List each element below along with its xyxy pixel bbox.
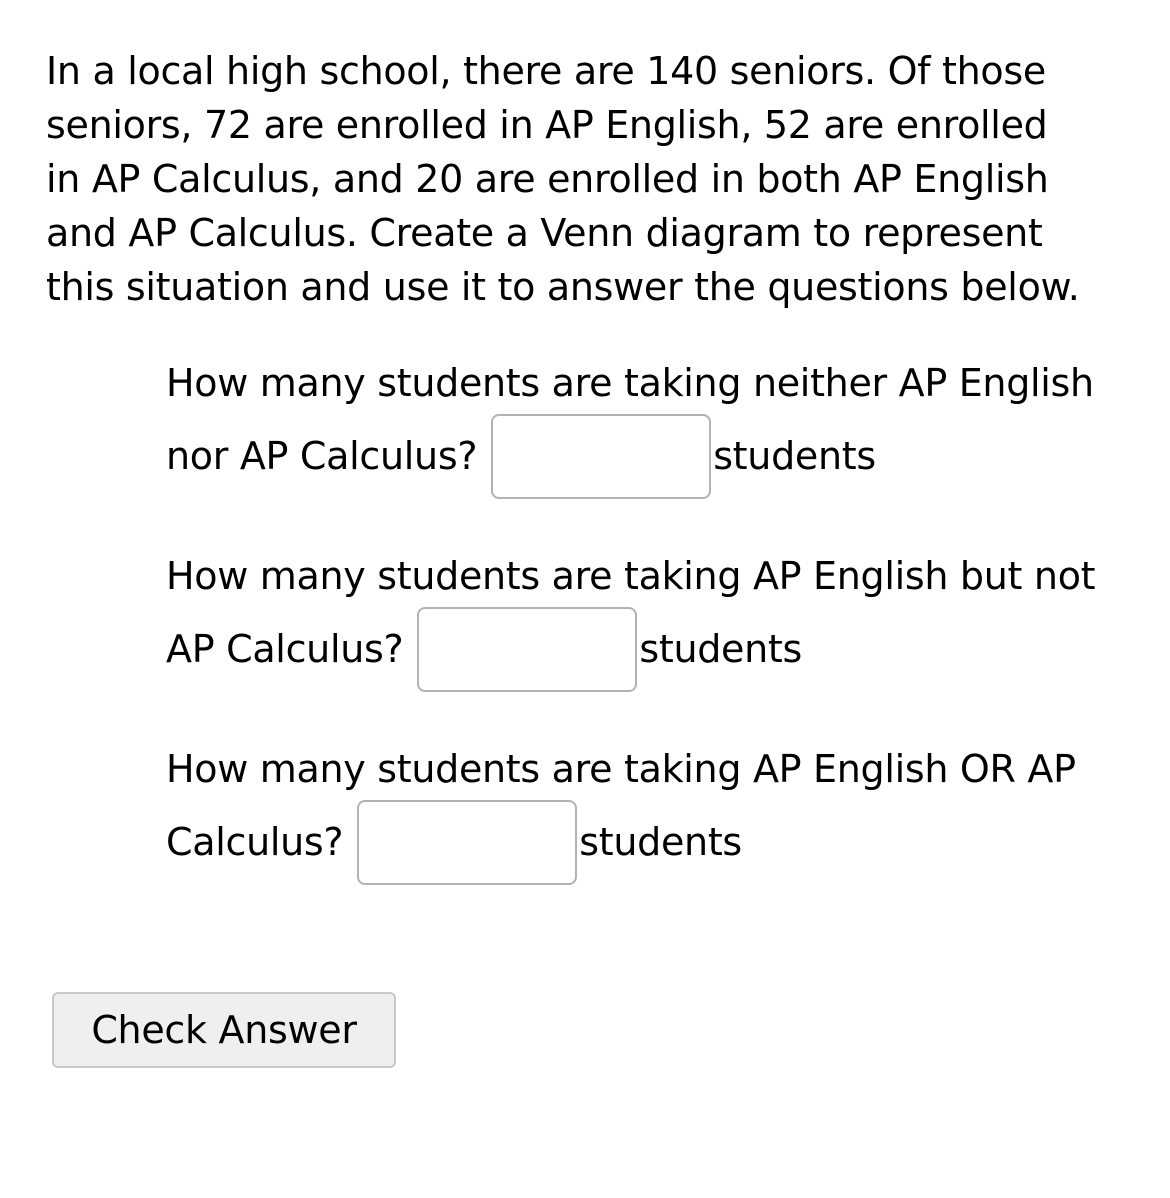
intro-line: this situation and use it to answer the questions below. — [46, 265, 1080, 309]
check-answer-button[interactable]: Check Answer — [52, 992, 396, 1068]
question-english-not-calculus — [166, 547, 1146, 694]
answer-input-english-only[interactable] — [417, 607, 637, 692]
question-text: How many students are taking AP English but not — [166, 554, 1096, 598]
answer-input-neither[interactable] — [491, 414, 711, 499]
question-neither — [166, 354, 1146, 501]
question-text: nor AP Calculus? — [166, 434, 478, 478]
question-answer-row — [166, 411, 1146, 501]
unit-label: students — [579, 820, 742, 864]
question-text: Calculus? — [166, 820, 344, 864]
question-answer-row — [166, 604, 1146, 694]
unit-label: students — [713, 434, 876, 478]
question-text: AP Calculus? — [166, 627, 404, 671]
problem-statement — [46, 44, 1146, 314]
question-text: How many students are taking neither AP English — [166, 361, 1094, 405]
answer-input-union[interactable] — [357, 800, 577, 885]
intro-line: and AP Calculus. Create a Venn diagram to represent — [46, 211, 1043, 255]
intro-line: in AP Calculus, and 20 are enrolled in both AP English — [46, 157, 1049, 201]
question-text: How many students are taking AP English OR AP — [166, 747, 1076, 791]
question-english-or-calculus — [166, 740, 1146, 887]
intro-line: seniors, 72 are enrolled in AP English, 52 are enrolled — [46, 103, 1048, 147]
unit-label: students — [639, 627, 803, 671]
question-answer-row — [166, 797, 1146, 887]
intro-line: In a local high school, there are 140 seniors. Of those — [46, 49, 1046, 93]
